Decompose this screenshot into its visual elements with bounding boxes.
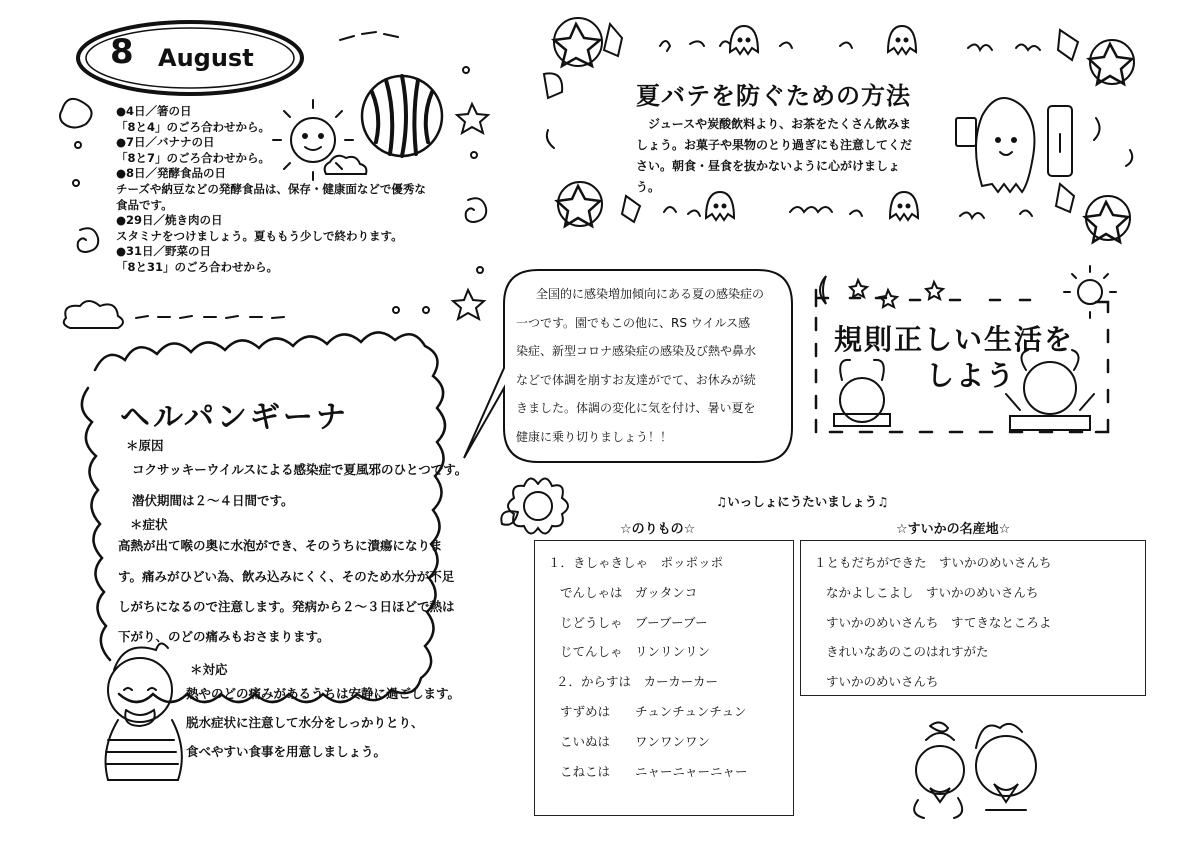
dumpling-icon: [60, 99, 92, 128]
ghost-icon: [888, 26, 916, 54]
care-text: 脱水症状に注意して水分をしっかりとり、: [186, 715, 424, 730]
lyric-line: こいぬは ワンワンワン: [560, 734, 711, 749]
infection-line: 一つです。園でもこの他に、RS ウイルス感: [516, 315, 751, 330]
care-text: 熱やのどの痛みがあるうちは安静に過ごします。: [186, 686, 461, 701]
infection-line: などで体調を崩すお友達がでて、お休みが続: [516, 372, 756, 387]
regular-life-title: 規則正しい生活を: [834, 323, 1075, 356]
lyric-line: ２．からすは カーカーカー: [556, 674, 719, 689]
swirl-icon: [466, 198, 487, 222]
infection-line: 全国的に感染増加傾向にある夏の感染症の: [536, 287, 765, 301]
day-heading: ●8日／発酵食品の日: [116, 166, 227, 181]
cloud-icon: [64, 301, 123, 328]
waking-animal-icon: [1006, 350, 1094, 430]
day-text: チーズや納豆などの発酵食品は、保存・健康面などで優秀な: [116, 181, 426, 196]
day-heading: ●4日／箸の日: [116, 104, 192, 118]
vehicles-title: ☆のりもの☆: [620, 522, 696, 537]
star-icon: [557, 186, 600, 226]
infection-text: [516, 280, 788, 451]
symptom-text: しがちになるので注意します。発病から２～３日ほどで熱は: [118, 599, 455, 614]
herpangina-title: ヘルパンギーナ: [120, 400, 349, 435]
day-heading: ●31日／野菜の日: [116, 244, 212, 259]
infection-line: 健康に乗り切りましょう！！: [516, 429, 673, 444]
fatigue-title: 夏バテを防ぐための方法: [636, 82, 911, 110]
star-icon: [453, 290, 484, 319]
day-text: 食品です。: [116, 197, 173, 212]
symptom-text: 下がり、のどの痛みもおさまります。: [118, 629, 330, 644]
cause-label: ＊原因: [126, 438, 164, 453]
day-text: 「8と7」のごろ合わせから。: [116, 150, 271, 165]
lyric-line: じどうしゃ ブーブーブー: [560, 615, 708, 630]
month-number: 8: [110, 32, 134, 72]
infection-line: きました。体調の変化に気を付け、暑い夏を: [516, 401, 756, 415]
flower-icon: [501, 478, 568, 533]
lyric-line: すいかのめいさんち すてきなところよ: [826, 615, 1052, 630]
fatigue-line: さい。朝食・昼食を抜かないように心がけましょう。: [636, 159, 901, 194]
lyric-line: １．きしゃきしゃ ポッポッポ: [548, 555, 724, 570]
lyric-line: すいかのめいさんち: [826, 674, 939, 689]
sleeping-animal-icon: [834, 360, 890, 426]
symptom-label: ＊症状: [130, 517, 168, 532]
moon-icon: [820, 276, 826, 304]
songs-heading: ♫いっしょにうたいましょう♫: [716, 494, 889, 509]
lyric-line: すずめは チュンチュンチュン: [560, 704, 747, 719]
lyric-line: じてんしゃ リンリンリン: [560, 644, 711, 659]
child-icon: [106, 643, 182, 780]
watermelon-title: ☆すいかの名産地☆: [896, 522, 1011, 537]
day-text: スタミナをつけましょう。夏ももう少しで終わります。: [116, 228, 403, 243]
children-eating-watermelon-icon: [914, 722, 1036, 818]
ghost-with-drinks-icon: [956, 98, 1072, 192]
lyric-line: １ともだちができた すいかのめいさんち: [814, 555, 1052, 570]
symptom-text: す。痛みがひどい為、飲み込みにくく、そのため水分が不足: [118, 569, 455, 584]
lyric-line: でんしゃは ガッタンコ: [560, 585, 698, 600]
month-name: August: [158, 44, 254, 72]
infection-line: 染症、新型コロナ感染症の感染及び熱や鼻水: [516, 344, 757, 358]
star-icon: [457, 104, 488, 133]
lyric-line: なかよしこよし すいかのめいさんち: [826, 585, 1039, 600]
day-heading: ●7日／バナナの日: [116, 135, 215, 150]
lyric-line: きれいなあのこのはれすがた: [826, 644, 989, 659]
day-text: 「8と4」のごろ合わせから。: [116, 119, 271, 134]
cause-text: コクサッキーウイルスによる感染症で夏風邪のひとつです。: [132, 462, 468, 477]
cause-text: 潜伏期間は２～４日間です。: [132, 493, 294, 508]
regular-life-title-2: しよう: [926, 359, 1017, 392]
ghost-icon: [730, 26, 758, 54]
fatigue-line: しょう。お菓子や果物のとり過ぎにも注意してくだ: [636, 138, 913, 152]
fatigue-line: ジュースや炭酸飲料より、お茶をたくさん飲みま: [648, 117, 912, 131]
fatigue-text: [636, 114, 918, 198]
day-heading: ●29日／焼き肉の日: [116, 213, 223, 228]
lyric-line: こねこは ニャーニャーニャー: [560, 764, 748, 779]
day-list: [116, 104, 456, 276]
care-text: 食べやすい食事を用意しましょう。: [186, 744, 387, 759]
symptom-text: 高熱が出て喉の奥に水泡ができ、そのうちに潰瘍になりま: [118, 538, 443, 553]
care-label: ＊対応: [190, 662, 228, 677]
day-text: 「8と31」のごろ合わせから。: [116, 259, 279, 274]
star-icon: [1089, 44, 1132, 84]
